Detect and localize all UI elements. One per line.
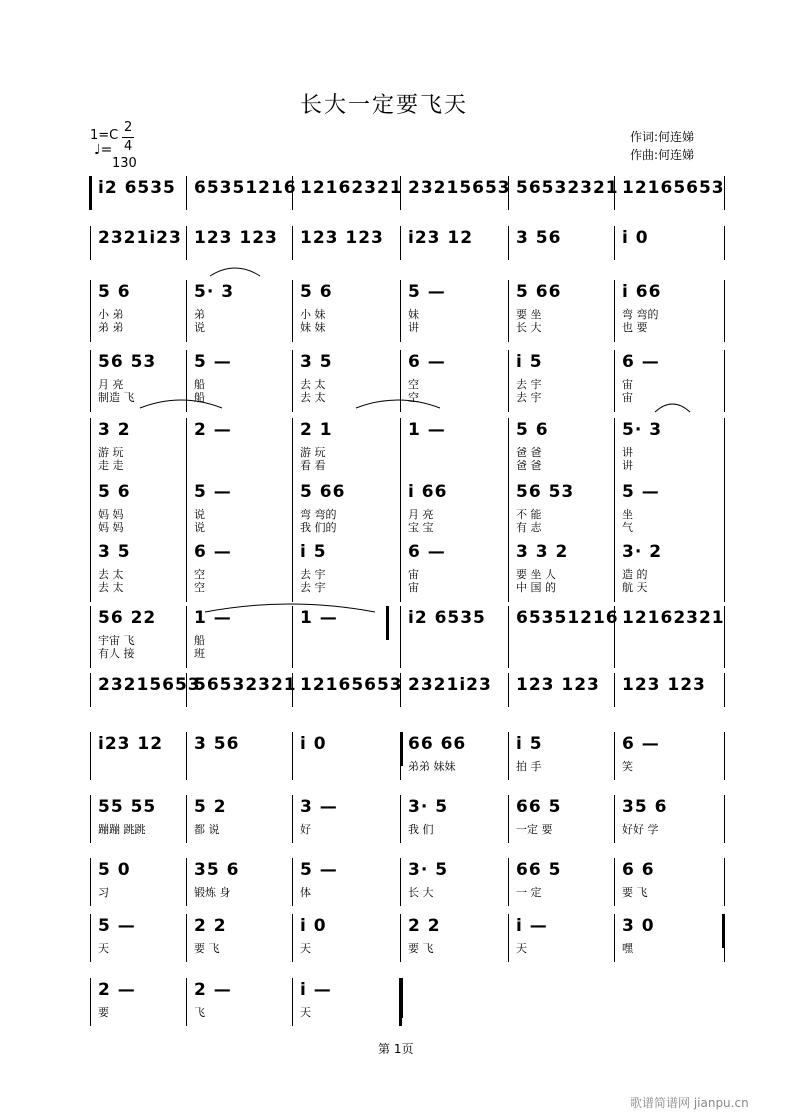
slur-arc [205, 604, 375, 612]
lyric-line-2: 讲 [622, 459, 633, 472]
measure-notes: 6 — [622, 352, 660, 372]
lyric-line-1: 讲 [622, 446, 633, 459]
song-title: 长大一定要飞天 [300, 93, 469, 118]
lyric-line-1: 天 [300, 942, 311, 955]
lyric-line-1: 不 能 [516, 508, 542, 521]
lyric-line-1: 宙 [622, 378, 633, 391]
measure-notes: i 66 [408, 482, 448, 502]
lyric-line-2: 有 志 [516, 521, 542, 534]
lyric-line-1: 天 [300, 1006, 311, 1019]
measure-notes: 6 6 [622, 860, 655, 880]
measure-notes: 65351216 [516, 608, 619, 628]
measure-notes: i — [516, 916, 548, 936]
lyric-line-2: 长 大 [516, 321, 542, 334]
lyric-line-1: 拍 手 [516, 760, 542, 773]
lyric-line-1: 月 亮 [98, 378, 124, 391]
lyric-line-1: 去 宇 [300, 568, 326, 581]
lyric-line-1: 爸 爸 [516, 446, 542, 459]
lyric-line-1: 游 玩 [98, 446, 124, 459]
lyric-line-1: 要 飞 [408, 942, 434, 955]
lyric-line-2: 船 [194, 391, 205, 404]
slur-arc [210, 268, 260, 276]
measure-notes: 5 — [408, 282, 446, 302]
lyric-line-1: 去 太 [98, 568, 124, 581]
measure-notes: 56 53 [98, 352, 157, 372]
lyric-line-1: 宇宙 飞 [98, 634, 135, 647]
lyric-line-2: 我 们的 [300, 521, 337, 534]
lyric-line-1: 我 们 [408, 823, 434, 836]
lyric-line-2: 走 走 [98, 459, 124, 472]
measure-notes: i 5 [300, 542, 327, 562]
measure-notes: i 0 [622, 228, 649, 248]
measure-notes: 5 — [194, 482, 232, 502]
lyric-line-1: 要 飞 [622, 886, 648, 899]
measure-notes: 5 6 [98, 482, 131, 502]
key-signature: 1=C [90, 128, 119, 143]
measure-notes: 55 55 [98, 797, 157, 817]
measure-notes: 123 123 [622, 675, 706, 695]
lyric-line-1: 好好 学 [622, 823, 659, 836]
lyric-line-1: 空 [194, 568, 205, 581]
measure-notes: i 5 [516, 352, 543, 372]
measure-notes: 2 2 [194, 916, 227, 936]
measure-notes: 2321i23 [98, 228, 182, 248]
lyric-line-2: 制造 飞 [98, 391, 135, 404]
lyric-line-2: 去 宇 [516, 391, 542, 404]
lyricist-credit: 作词:何连娣 [630, 130, 695, 144]
lyric-line-1: 好 [300, 823, 311, 836]
slur-arc [655, 404, 690, 412]
lyric-line-1: 体 [300, 886, 311, 899]
lyric-line-1: 笑 [622, 760, 633, 773]
lyric-line-2: 妹 妹 [300, 321, 326, 334]
lyric-line-2: 宝 宝 [408, 521, 434, 534]
measure-notes: 123 123 [194, 228, 278, 248]
lyric-line-1: 飞 [194, 1006, 205, 1019]
lyric-line-2: 中 国 的 [516, 581, 556, 594]
measure-notes: 6 — [408, 352, 446, 372]
lyric-line-1: 要 [98, 1006, 109, 1019]
lyric-line-2: 空 [194, 581, 205, 594]
measure-notes: 1 — [300, 608, 338, 628]
measure-notes: 6 — [622, 734, 660, 754]
lyric-line-1: 天 [516, 942, 527, 955]
measure-notes: 23215653 [408, 178, 511, 198]
lyric-line-2: 宙 [622, 391, 633, 404]
site-watermark: 歌谱简谱网 jianpu.cn [630, 1096, 749, 1110]
measure-notes: 3 56 [194, 734, 240, 754]
meter-top: 2 [124, 120, 133, 135]
measure-notes: 5 — [194, 352, 232, 372]
measure-notes: 5 0 [98, 860, 131, 880]
lyric-line-2: 妈 妈 [98, 521, 124, 534]
lyric-line-2: 空 [408, 391, 419, 404]
measure-notes: 2 2 [408, 916, 441, 936]
measure-notes: 3 56 [516, 228, 562, 248]
composer-credit: 作曲:何连娣 [630, 148, 695, 162]
measure-notes: 1 — [194, 608, 232, 628]
lyric-line-1: 天 [98, 942, 109, 955]
lyric-line-1: 宙 [408, 568, 419, 581]
measure-notes: 5 66 [300, 482, 346, 502]
meter-bottom: 4 [124, 139, 133, 154]
lyric-line-1: 妹 [408, 308, 419, 321]
measure-notes: 5· 3 [622, 420, 663, 440]
lyric-line-2: 宙 [408, 581, 419, 594]
lyric-line-1: 船 [194, 378, 205, 391]
measure-notes: 3 2 [98, 420, 131, 440]
measure-notes: i 0 [300, 734, 327, 754]
lyric-line-1: 船 [194, 634, 205, 647]
measure-notes: 5 — [300, 860, 338, 880]
measure-notes: i2 6535 [98, 178, 176, 198]
lyric-line-1: 妈 妈 [98, 508, 124, 521]
measure-notes: 3 3 2 [516, 542, 569, 562]
measure-notes: 2 — [194, 980, 232, 1000]
measure-notes: 5 — [622, 482, 660, 502]
measure-notes: 3· 2 [622, 542, 663, 562]
lyric-line-2: 气 [622, 521, 633, 534]
measure-notes: 5 2 [194, 797, 227, 817]
slur-arc [140, 400, 222, 408]
measure-notes: 6 — [408, 542, 446, 562]
lyric-line-1: 要 坐 人 [516, 568, 556, 581]
lyric-line-2: 讲 [408, 321, 419, 334]
measure-notes: 56 53 [516, 482, 575, 502]
lyric-line-1: 弟弟 妹妹 [408, 760, 456, 773]
slur-arc [356, 400, 440, 408]
measure-notes: 3 — [300, 797, 338, 817]
lyric-line-2: 去 宇 [300, 581, 326, 594]
measure-notes: 12162321 [622, 608, 725, 628]
measure-notes: 5 66 [516, 282, 562, 302]
measure-notes: 5 — [98, 916, 136, 936]
lyric-line-1: 空 [408, 378, 419, 391]
page-number: 第 1页 [378, 1042, 414, 1056]
lyric-line-1: 说 [194, 508, 205, 521]
measure-notes: 12165653 [622, 178, 725, 198]
lyric-line-2: 看 看 [300, 459, 326, 472]
measure-notes: i23 12 [408, 228, 474, 248]
lyric-line-2: 班 [194, 647, 205, 660]
lyric-line-1: 蹦蹦 跳跳 [98, 823, 146, 836]
measure-notes: 2321i23 [408, 675, 492, 695]
lyric-line-1: 月 亮 [408, 508, 434, 521]
lyric-line-1: 要 飞 [194, 942, 220, 955]
lyric-line-1: 弯 弯的 [300, 508, 337, 521]
measure-notes: 5· 3 [194, 282, 235, 302]
measure-notes: 6 — [194, 542, 232, 562]
lyric-line-2: 航 天 [622, 581, 648, 594]
measure-notes: 123 123 [300, 228, 384, 248]
lyric-line-2: 说 [194, 321, 205, 334]
measure-notes: i — [300, 980, 332, 1000]
lyric-line-1: 造 的 [622, 568, 648, 581]
lyric-line-2: 爸 爸 [516, 459, 542, 472]
measure-notes: 2 — [194, 420, 232, 440]
measure-notes: 2 — [98, 980, 136, 1000]
lyric-line-1: 游 玩 [300, 446, 326, 459]
measure-notes: i 66 [622, 282, 662, 302]
lyric-line-1: 都 说 [194, 823, 220, 836]
lyric-line-1: 锻炼 身 [194, 886, 231, 899]
measure-notes: 35 6 [194, 860, 240, 880]
measure-notes: 5 6 [300, 282, 333, 302]
lyric-line-1: 长 大 [408, 886, 434, 899]
lyric-line-1: 一定 要 [516, 823, 553, 836]
measure-notes: 66 5 [516, 797, 562, 817]
measure-notes: 23215653 [98, 675, 201, 695]
lyric-line-2: 有人 接 [98, 647, 135, 660]
lyric-line-1: 弟 [194, 308, 205, 321]
lyric-line-2: 说 [194, 521, 205, 534]
measure-notes: 66 66 [408, 734, 467, 754]
measure-notes: 66 5 [516, 860, 562, 880]
measure-notes: i 5 [516, 734, 543, 754]
measure-notes: 56 22 [98, 608, 157, 628]
lyric-line-1: 坐 [622, 508, 633, 521]
measure-notes: 5 6 [516, 420, 549, 440]
measure-notes: 65351216 [194, 178, 297, 198]
measure-notes: 12165653 [300, 675, 403, 695]
quarter-note-icon: ♩= [94, 142, 113, 158]
tempo-value: 130 [112, 156, 137, 171]
lyric-line-2: 去 太 [300, 391, 326, 404]
lyric-line-1: 去 宇 [516, 378, 542, 391]
measure-notes: 3 0 [622, 916, 655, 936]
measure-notes: 56532321 [516, 178, 619, 198]
lyric-line-2: 去 太 [98, 581, 124, 594]
lyric-line-1: 小 妹 [300, 308, 326, 321]
measure-notes: 12162321 [300, 178, 403, 198]
measure-notes: 5 6 [98, 282, 131, 302]
measure-notes: 1 — [408, 420, 446, 440]
measure-notes: 56532321 [194, 675, 297, 695]
lyric-line-1: 弯 弯的 [622, 308, 659, 321]
lyric-line-2: 弟 弟 [98, 321, 124, 334]
lyric-line-1: 一 定 [516, 886, 542, 899]
measure-notes: i23 12 [98, 734, 164, 754]
lyric-line-1: 要 坐 [516, 308, 542, 321]
lyric-line-1: 小 弟 [98, 308, 124, 321]
measure-notes: 3· 5 [408, 860, 449, 880]
lyric-line-1: 去 太 [300, 378, 326, 391]
measure-notes: i2 6535 [408, 608, 486, 628]
measure-notes: 3 5 [300, 352, 333, 372]
measure-notes: 35 6 [622, 797, 668, 817]
lyric-line-2: 也 要 [622, 321, 648, 334]
lyric-line-1: 嘿 [622, 942, 633, 955]
lyric-line-1: 习 [98, 886, 109, 899]
measure-notes: 123 123 [516, 675, 600, 695]
measure-notes: i 0 [300, 916, 327, 936]
measure-notes: 3 5 [98, 542, 131, 562]
measure-notes: 2 1 [300, 420, 333, 440]
measure-notes: 3· 5 [408, 797, 449, 817]
